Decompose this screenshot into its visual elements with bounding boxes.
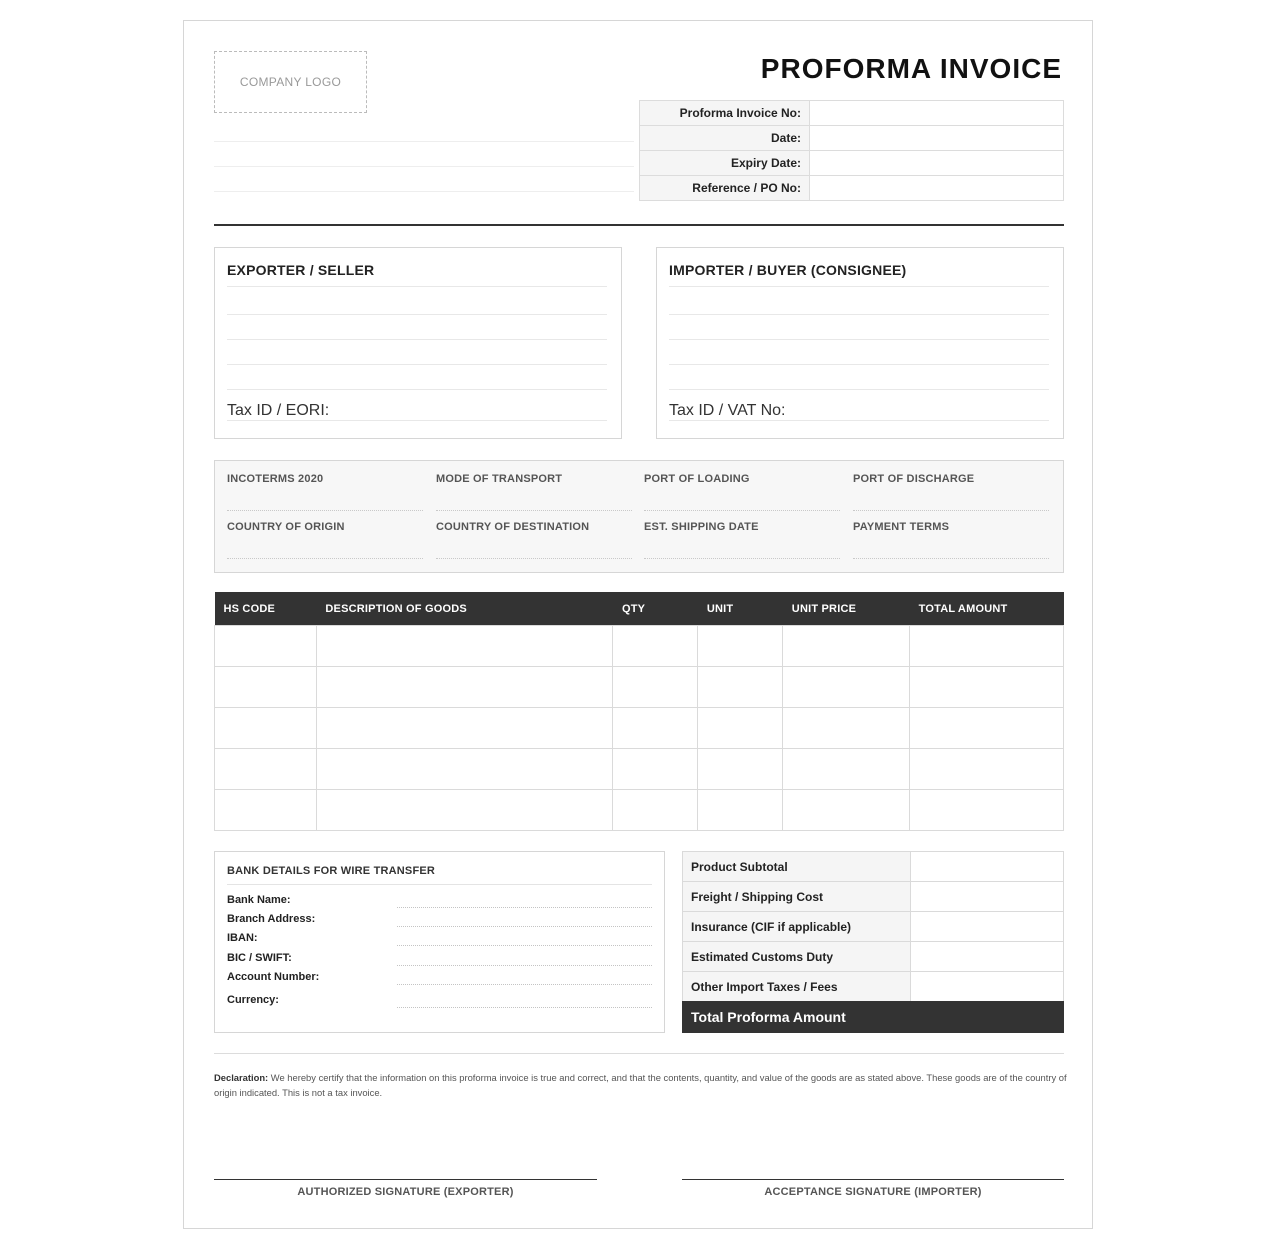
totals-row-subtotal [683,852,1064,882]
goods-header-row [215,592,1064,626]
exporter-address-line[interactable] [227,286,607,287]
table-cell[interactable] [613,708,698,749]
divider [214,1053,1064,1054]
grand-total-label: Total Proforma Amount [691,1009,846,1025]
exporter-signature-label: AUTHORIZED SIGNATURE (EXPORTER) [297,1186,514,1198]
exporter-address-line[interactable] [227,389,607,390]
invoice-page [183,20,1093,1229]
bank-field-bic-swift[interactable] [397,965,652,966]
bank-label-iban: IBAN: [227,932,258,944]
table-row [215,749,1064,790]
table-row [215,626,1064,667]
shipping-label: EST. SHIPPING DATE [644,521,759,533]
column-header-description: DESCRIPTION OF GOODS [316,592,613,626]
totals-table [682,851,1064,1002]
company-logo-text: COMPANY LOGO [239,75,342,89]
totals-label: Estimated Customs Duty [683,942,911,972]
importer-address-line[interactable] [669,314,1049,315]
importer-address-line[interactable] [669,364,1049,365]
table-cell[interactable] [613,667,698,708]
table-cell[interactable] [698,708,783,749]
totals-value-freight[interactable] [911,882,1064,912]
bank-label-account-number: Account Number: [227,971,320,983]
table-row [215,708,1064,749]
invoice-meta-table [639,100,1064,201]
table-cell[interactable] [215,626,317,667]
table-row [215,790,1064,831]
meta-value-expiry-date[interactable] [810,151,1064,176]
totals-value-customs-duty[interactable] [911,942,1064,972]
column-header-unit: UNIT [698,592,783,626]
page-title: PROFORMA INVOICE [760,53,1062,84]
address-line[interactable] [214,166,634,167]
bank-label-branch-address: Branch Address: [227,913,316,925]
shipping-field-incoterms[interactable] [227,473,423,511]
table-cell[interactable] [613,749,698,790]
exporter-title: EXPORTER / SELLER [227,262,375,278]
importer-tax-line[interactable] [669,420,1049,421]
table-cell[interactable] [783,626,910,667]
shipping-label: INCOTERMS 2020 [227,473,324,485]
address-line[interactable] [214,191,634,192]
bank-field-account-number[interactable] [397,984,652,985]
importer-signature-line[interactable] [682,1179,1064,1180]
shipping-field-country-of-origin[interactable] [227,521,423,559]
bank-field-branch-address[interactable] [397,926,652,927]
bank-details-title: BANK DETAILS FOR WIRE TRANSFER [227,865,436,877]
table-row [215,667,1064,708]
table-cell[interactable] [613,790,698,831]
importer-signature-label: ACCEPTANCE SIGNATURE (IMPORTER) [764,1186,982,1198]
totals-label: Product Subtotal [683,852,911,882]
bank-field-bank-name[interactable] [397,907,652,908]
table-cell[interactable] [783,749,910,790]
totals-row-insurance [683,912,1064,942]
table-cell[interactable] [783,667,910,708]
meta-label: Expiry Date: [640,151,810,176]
importer-box [656,247,1064,439]
exporter-box [214,247,622,439]
bank-field-iban[interactable] [397,945,652,946]
bank-label-currency: Currency: [227,994,279,1006]
exporter-address-line[interactable] [227,364,607,365]
table-cell[interactable] [316,708,613,749]
table-cell[interactable] [783,790,910,831]
company-logo-placeholder[interactable] [214,51,367,113]
importer-title: IMPORTER / BUYER (CONSIGNEE) [669,262,907,278]
shipping-field-mode-of-transport[interactable] [436,473,632,511]
exporter-signature-line[interactable] [214,1179,597,1180]
meta-label: Date: [640,126,810,151]
bank-details-box [214,851,665,1033]
meta-row-invoice-no [640,101,1064,126]
shipping-label: PORT OF DISCHARGE [853,473,975,485]
table-cell[interactable] [910,708,1064,749]
table-cell[interactable] [316,626,613,667]
shipping-field-payment-terms[interactable] [853,521,1049,559]
shipping-label: MODE OF TRANSPORT [436,473,563,485]
importer-address-line[interactable] [669,286,1049,287]
totals-row-freight [683,882,1064,912]
column-header-unit-price: UNIT PRICE [783,592,910,626]
totals-label: Insurance (CIF if applicable) [683,912,911,942]
table-cell[interactable] [910,667,1064,708]
bank-label-bic-swift: BIC / SWIFT: [227,952,292,964]
meta-value-date[interactable] [810,126,1064,151]
meta-label: Reference / PO No: [640,176,810,201]
exporter-tax-line[interactable] [227,420,607,421]
totals-value-other-taxes[interactable] [911,972,1064,1002]
shipping-label: COUNTRY OF ORIGIN [227,521,345,533]
table-cell[interactable] [215,749,317,790]
table-cell[interactable] [698,626,783,667]
divider [227,884,652,885]
table-cell[interactable] [215,667,317,708]
meta-row-date [640,126,1064,151]
meta-row-reference [640,176,1064,201]
table-cell[interactable] [910,749,1064,790]
table-cell[interactable] [613,626,698,667]
column-header-hs-code: HS CODE [215,592,317,626]
totals-label: Other Import Taxes / Fees [683,972,911,1002]
table-cell[interactable] [910,790,1064,831]
grand-total-row[interactable] [682,1001,1064,1033]
shipping-label: PAYMENT TERMS [853,521,950,533]
shipping-field-country-of-destination[interactable] [436,521,632,559]
meta-value-invoice-no[interactable] [810,101,1064,126]
table-cell[interactable] [215,708,317,749]
header-divider [214,224,1064,226]
shipping-field-port-of-loading[interactable] [644,473,840,511]
exporter-tax-label: Tax ID / EORI: [227,402,330,419]
shipping-details [214,460,1064,573]
table-cell[interactable] [316,790,613,831]
meta-value-reference[interactable] [810,176,1064,201]
column-header-qty: QTY [613,592,698,626]
declaration [214,1070,1069,1100]
meta-label: Proforma Invoice No: [640,101,810,126]
shipping-field-est-shipping-date[interactable] [644,521,840,559]
table-cell[interactable] [783,708,910,749]
table-cell[interactable] [698,749,783,790]
bank-field-currency[interactable] [397,1007,652,1008]
exporter-address-line[interactable] [227,314,607,315]
exporter-address-line[interactable] [227,339,607,340]
bank-label-bank-name: Bank Name: [227,894,291,906]
table-cell[interactable] [215,790,317,831]
shipping-field-port-of-discharge[interactable] [853,473,1049,511]
totals-row-customs-duty [683,942,1064,972]
importer-address-line[interactable] [669,389,1049,390]
table-cell[interactable] [910,626,1064,667]
declaration-label: Declaration: [214,1072,269,1083]
totals-value-insurance[interactable] [911,912,1064,942]
column-header-total-amount: TOTAL AMOUNT [910,592,1064,626]
totals-row-other-taxes [683,972,1064,1002]
totals-value-subtotal[interactable] [911,852,1064,882]
address-line[interactable] [214,141,634,142]
shipping-label: COUNTRY OF DESTINATION [436,521,590,533]
goods-table [214,592,1064,831]
importer-tax-label: Tax ID / VAT No: [669,402,786,419]
importer-address-line[interactable] [669,339,1049,340]
table-cell[interactable] [316,749,613,790]
table-cell[interactable] [698,790,783,831]
meta-row-expiry-date [640,151,1064,176]
shipping-label: PORT OF LOADING [644,473,750,485]
table-cell[interactable] [698,667,783,708]
table-cell[interactable] [316,667,613,708]
totals-label: Freight / Shipping Cost [683,882,911,912]
declaration-text: We hereby certify that the information on this proforma invoice is true and correct, and that the contents, quantity, and value of the goods are as stated above. These goods are of the country of origin indicated. This is not a tax invoice. [214,1072,1067,1098]
